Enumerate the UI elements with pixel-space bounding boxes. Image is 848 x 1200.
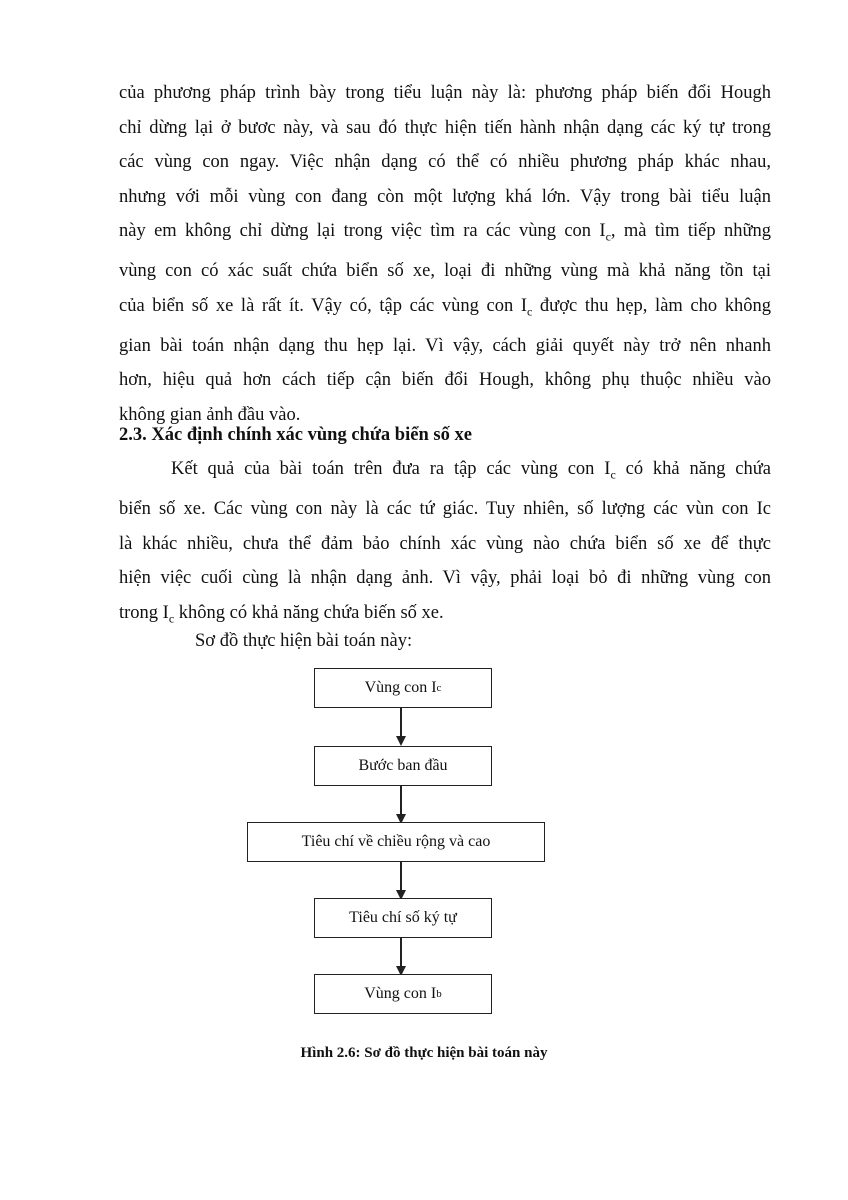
text-line: hơn, hiệu quả hơn cách tiếp cận biến đổi Hough, không phụ thuộc nhiều vào	[119, 370, 771, 391]
arrow-head-icon	[396, 736, 406, 746]
text-line: các vùng con ngay. Việc nhận dạng có thể có nhiều phương pháp khác nhau,	[119, 152, 771, 172]
text-line: biển số xe. Các vùng con này là các tứ giác. Tuy nhiên, số lượng các vùn con Ic	[119, 499, 771, 520]
text-line: là khác nhiều, chưa thể đảm bảo chính xác vùng nào chứa biển số xe để thực	[119, 533, 771, 554]
flowchart-step-1: Vùng con I c	[314, 668, 492, 708]
flowchart-step-3: Tiêu chí về chiều rộng và cao	[247, 822, 545, 862]
text-line: Kết quả của bài toán trên đưa ra tập các vùng con $I_c$ có khả năng chứa	[171, 459, 771, 482]
flowchart-step-2: Bước ban đầu	[314, 746, 492, 786]
flowchart-step-4: Tiêu chí số ký tự	[314, 898, 492, 938]
flowchart-step-5: Vùng con I b	[314, 974, 492, 1014]
text-line: hiện việc cuối cùng là nhận dạng ảnh. Vì vậy, phải loại bỏ đi những vùng con	[119, 568, 771, 589]
figure-caption: Hình 2.6: Sơ đồ thực hiện bài toán này	[300, 1045, 548, 1061]
text-line: chỉ dừng lại ở bươc này, và sau đó thực hiện tiến hành nhận dạng các ký tự trong	[119, 117, 771, 138]
paragraph-2	[119, 452, 771, 636]
text-line: nhưng với mỗi vùng con đang còn một lượng khá lớn. Vậy trong bài tiểu luận	[119, 186, 771, 207]
section-heading: 2.3. Xác định chính xác vùng chứa biển số xe	[119, 425, 472, 445]
text-line: không gian ảnh đầu vào.	[119, 404, 301, 425]
text-line: vùng con có xác suất chứa biển số xe, loại đi những vùng mà khả năng tồn tại	[119, 261, 771, 282]
paragraph-1	[119, 76, 771, 432]
text-line: của phương pháp trình bày trong tiểu luận này là: phương pháp biến đổi Hough	[119, 83, 771, 103]
text-line: trong $I_c$ không có khả năng chứa biến số xe.	[119, 602, 444, 626]
text-line: này em không chỉ dừng lại trong việc tìm ra các vùng con $I_c$, mà tìm tiếp những	[119, 221, 772, 244]
text-line: gian bài toán nhận dạng thu hẹp lại. Vì vậy, cách giải quyết này trở nên nhanh	[119, 335, 771, 356]
text-line: của biển số xe là rất ít. Vậy có, tập các vùng con $I_c$ được thu hẹp, làm cho không	[119, 295, 771, 319]
diagram-intro: Sơ đồ thực hiện bài toán này:	[195, 631, 413, 651]
